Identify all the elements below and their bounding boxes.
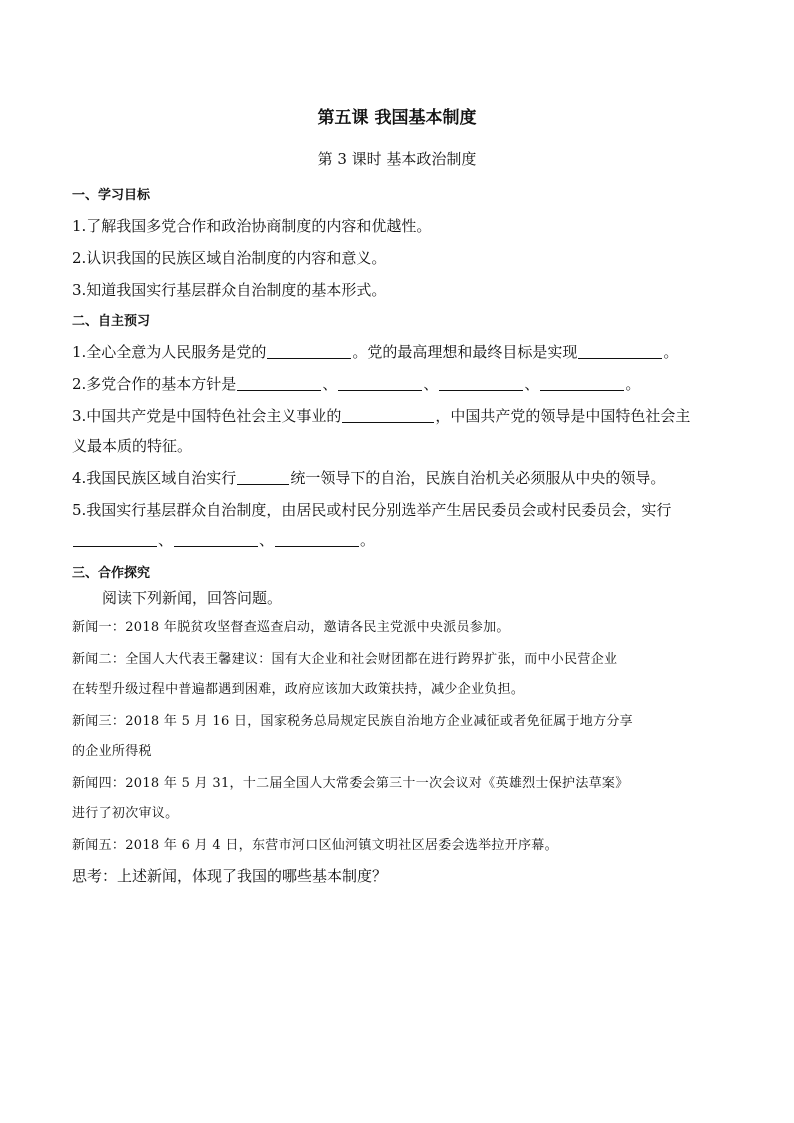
- q4-text-a: 4.我国民族区域自治实行: [72, 469, 237, 487]
- q2-text-a: 2.多党合作的基本方针是: [72, 375, 237, 393]
- answer-blank[interactable]: [73, 530, 157, 547]
- q1-text-a: 1.全心全意为人民服务是党的: [72, 343, 267, 361]
- answer-blank[interactable]: [275, 530, 359, 547]
- q1-text-c: 。: [663, 343, 679, 361]
- preview-question-5-cont: [72, 530, 375, 550]
- goal-item-2: 2.认识我国的民族区域自治制度的内容和意义。: [72, 249, 387, 267]
- q1-text-b: 。党的最高理想和最终目标是实现: [352, 343, 578, 361]
- q5-end: 。: [360, 531, 376, 549]
- preview-question-4: [72, 468, 665, 488]
- preview-question-3-cont: 义最本质的特征。: [72, 437, 193, 455]
- answer-blank[interactable]: [439, 374, 523, 391]
- news-line: 的企业所得税: [72, 744, 152, 759]
- preview-question-3: [72, 406, 690, 426]
- preview-question-1: [72, 342, 678, 362]
- answer-blank[interactable]: [174, 530, 258, 547]
- answer-blank[interactable]: [578, 342, 662, 359]
- answer-blank[interactable]: [540, 374, 624, 391]
- preview-question-5: 5.我国实行基层群众自治制度，由居民或村民分别选举产生居民委员会或村民委员会，实行: [72, 501, 672, 519]
- answer-blank[interactable]: [342, 406, 434, 423]
- q2-sep: 、: [524, 375, 540, 393]
- news-line: 新闻一：2018 年脱贫攻坚督查巡查启动，邀请各民主党派中央派员参加。: [72, 620, 510, 635]
- q2-sep: 、: [423, 375, 439, 393]
- news-line: 新闻四：2018 年 5 月 31，十二届全国人大常委会第三十一次会议对《英雄烈士保护法草案》: [72, 776, 629, 791]
- q4-text-b: 统一领导下的自治，民族自治机关必须服从中央的领导。: [290, 469, 666, 487]
- goal-item-3: 3.知道我国实行基层群众自治制度的基本形式。: [72, 281, 387, 299]
- goal-item-1: 1.了解我国多党合作和政治协商制度的内容和优越性。: [72, 217, 432, 235]
- answer-blank[interactable]: [237, 468, 289, 485]
- think-question: 思考：上述新闻，体现了我国的哪些基本制度？: [72, 867, 388, 885]
- q2-end: 。: [625, 375, 641, 393]
- news-line: 新闻五：2018 年 6 月 4 日，东营市河口区仙河镇文明社区居委会选举拉开序幕。: [72, 838, 558, 853]
- answer-blank[interactable]: [237, 374, 321, 391]
- section-goals-heading: 一、学习目标: [72, 188, 151, 203]
- section-cooperation-heading: 三、合作探究: [72, 566, 151, 581]
- answer-blank[interactable]: [338, 374, 422, 391]
- q5-sep: 、: [259, 531, 275, 549]
- preview-question-2: [72, 374, 640, 394]
- news-line: 在转型升级过程中普遍都遇到困难，政府应该加大政策扶持，减少企业负担。: [72, 682, 525, 697]
- q3-text-a: 3.中国共产党是中国特色社会主义事业的: [72, 407, 342, 425]
- news-line: 新闻二：全国人大代表王馨建议：国有大企业和社会财团都在进行跨界扩张，而中小民营企业: [72, 652, 618, 667]
- lesson-title: 第五课 我国基本制度: [317, 108, 477, 128]
- news-line: 进行了初次审议。: [72, 806, 179, 821]
- cooperation-intro: 阅读下列新闻，回答问题。: [102, 589, 283, 607]
- lesson-subtitle: 第 3 课时 基本政治制度: [317, 150, 477, 168]
- section-preview-heading: 二、自主预习: [72, 314, 151, 329]
- q2-sep: 、: [322, 375, 338, 393]
- q3-text-b: ，中国共产党的领导是中国特色社会主: [435, 407, 691, 425]
- answer-blank[interactable]: [267, 342, 351, 359]
- q5-sep: 、: [158, 531, 174, 549]
- news-line: 新闻三：2018 年 5 月 16 日，国家税务总局规定民族自治地方企业减征或者免征属于地方分享: [72, 714, 633, 729]
